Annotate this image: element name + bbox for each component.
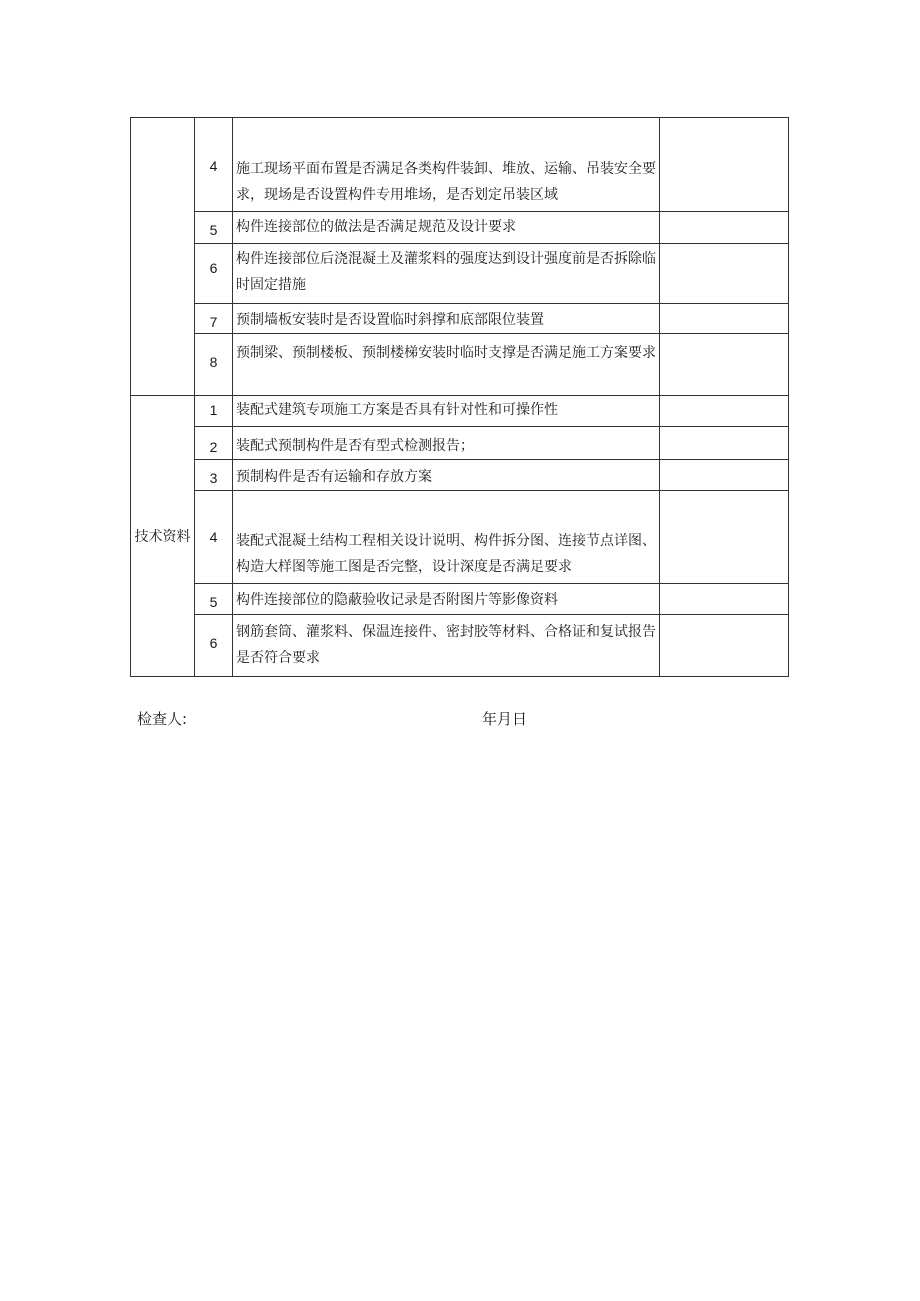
item-text: 预制构件是否有运输和存放方案 xyxy=(233,460,660,491)
table-row xyxy=(131,396,789,427)
item-number: 6 xyxy=(195,244,233,304)
item-text: 装配式预制构件是否有型式检测报告； xyxy=(233,427,660,460)
item-number: 5 xyxy=(195,584,233,615)
item-number: 1 xyxy=(195,396,233,427)
table-row xyxy=(131,212,789,244)
table-row xyxy=(131,427,789,460)
item-text: 构件连接部位后浇混凝土及灌浆料的强度达到设计强度前是否拆除临时固定措施 xyxy=(233,244,660,304)
result-cell xyxy=(660,212,789,244)
inspection-table xyxy=(130,117,789,677)
table-row xyxy=(131,491,789,584)
category-cell: 技术资料 xyxy=(131,396,195,677)
item-number: 6 xyxy=(195,615,233,677)
item-text: 预制墙板安装时是否设置临时斜撑和底部限位装置 xyxy=(233,304,660,334)
result-cell xyxy=(660,244,789,304)
result-cell xyxy=(660,427,789,460)
table-row xyxy=(131,584,789,615)
item-number: 4 xyxy=(195,118,233,212)
category-cell xyxy=(131,118,195,396)
result-cell xyxy=(660,304,789,334)
result-cell xyxy=(660,491,789,584)
table-row xyxy=(131,615,789,677)
result-cell xyxy=(660,334,789,396)
result-cell xyxy=(660,460,789,491)
table-row xyxy=(131,460,789,491)
item-number: 3 xyxy=(195,460,233,491)
date-label: 年月日 xyxy=(482,710,528,728)
table-row xyxy=(131,304,789,334)
result-cell xyxy=(660,615,789,677)
item-number: 7 xyxy=(195,304,233,334)
item-text: 钢筋套筒、灌浆料、保温连接件、密封胶等材料、合格证和复试报告是否符合要求 xyxy=(233,615,660,677)
item-text: 构件连接部位的做法是否满足规范及设计要求 xyxy=(233,212,660,244)
item-text: 构件连接部位的隐蔽验收记录是否附图片等影像资料 xyxy=(233,584,660,615)
table-row xyxy=(131,334,789,396)
item-number: 4 xyxy=(195,491,233,584)
item-number: 2 xyxy=(195,427,233,460)
item-text: 装配式混凝土结构工程相关设计说明、构件拆分图、连接节点详图、构造大样图等施工图是否完整，设计深度是否满足要求 xyxy=(233,491,660,584)
table-row xyxy=(131,118,789,212)
item-text: 预制梁、预制楼板、预制楼梯安装时临时支撑是否满足施工方案要求 xyxy=(233,334,660,396)
inspector-label: 检查人: xyxy=(137,710,188,728)
item-text: 装配式建筑专项施工方案是否具有针对性和可操作性 xyxy=(233,396,660,427)
table-row xyxy=(131,244,789,304)
item-number: 5 xyxy=(195,212,233,244)
result-cell xyxy=(660,584,789,615)
item-text: 施工现场平面布置是否满足各类构件装卸、堆放、运输、吊装安全要求，现场是否设置构件专用堆场，是否划定吊装区域 xyxy=(233,118,660,212)
result-cell xyxy=(660,118,789,212)
item-number: 8 xyxy=(195,334,233,396)
result-cell xyxy=(660,396,789,427)
